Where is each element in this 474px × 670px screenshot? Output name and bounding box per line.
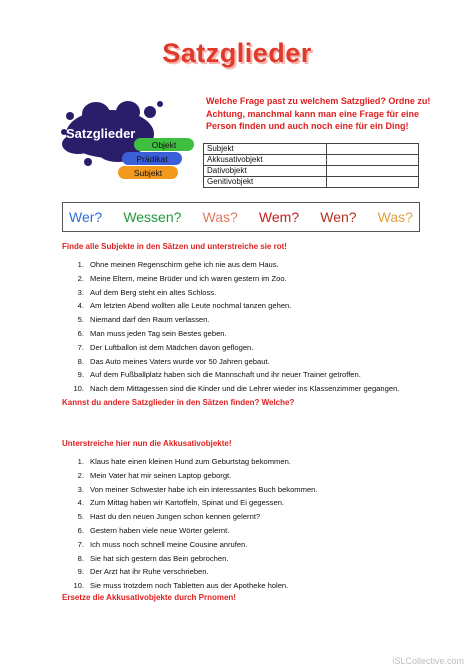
question-word: Was? bbox=[377, 209, 413, 225]
table-row bbox=[204, 177, 419, 188]
pill-subjekt bbox=[118, 166, 178, 179]
list-item: 2. Mein Vater hat mir seinen Laptop geborgt. bbox=[77, 470, 232, 480]
list-item: 5. Hast du den neuen Jungen schon kennen gelernt? bbox=[77, 512, 261, 522]
list-item: 9. Der Arzt hat ihr Ruhe verschrieben. bbox=[77, 567, 209, 577]
instruction-text bbox=[206, 95, 436, 133]
table-row bbox=[204, 166, 419, 177]
instruction-line: Person finden und auch noch eine für ein Ding! bbox=[206, 121, 409, 132]
table-label: Subjekt bbox=[204, 144, 327, 155]
list-item: 1. Klaus hate einen kleinen Hund zum Geburtstag bekommen. bbox=[77, 457, 291, 466]
list-item: 3. Von meiner Schwester habe ich ein interessantes Buch bekommen. bbox=[77, 484, 318, 494]
satzglieder-logo bbox=[58, 92, 208, 188]
table-label: Akkusativobjekt bbox=[204, 155, 327, 166]
section1-heading: Finde alle Subjekte in den Sätzen und unterstreiche sie rot! bbox=[62, 242, 287, 251]
final-task-heading: Ersetze die Akkusativobjekte durch Prnomen! bbox=[62, 593, 236, 602]
list-item: 10. Nach dem Mittagessen sind die Kinder und die Lehrer wieder ins Klassenzimmer gegangen. bbox=[73, 384, 400, 394]
svg-text:Objekt: Objekt bbox=[151, 140, 177, 150]
answer-cell[interactable] bbox=[327, 144, 419, 155]
svg-text:Subjekt: Subjekt bbox=[133, 168, 163, 178]
question-word: Wen? bbox=[320, 209, 357, 225]
list-item: 2. Meine Eltern, meine Brüder und ich waren gestern im Zoo. bbox=[77, 273, 287, 283]
section2-list bbox=[62, 455, 452, 593]
list-item: 5. Niemand darf den Raum verlassen. bbox=[77, 315, 210, 325]
section1-list bbox=[62, 258, 452, 396]
list-item: 3. Auf dem Berg steht ein altes Schloss. bbox=[77, 287, 217, 297]
list-item: 10. Sie muss trotzdem noch Tabletten aus der Apotheke holen. bbox=[73, 581, 289, 591]
logo-word: Satzglieder bbox=[66, 126, 136, 141]
list-item: 1. Ohne meinen Regenschirm gehe ich nie aus dem Haus. bbox=[77, 260, 279, 269]
svg-text:Prädikat: Prädikat bbox=[136, 154, 168, 164]
table-row bbox=[204, 155, 419, 166]
answer-cell[interactable] bbox=[327, 155, 419, 166]
list-item: 6. Man muss jeden Tag sein Bestes geben. bbox=[77, 328, 227, 338]
table-label: Dativobjekt bbox=[204, 166, 327, 177]
question-word: Wer? bbox=[69, 209, 103, 225]
question2-heading: Kannst du andere Satzglieder in den Sätzen finden? Welche? bbox=[62, 398, 295, 407]
list-item: 4. Zum Mittag haben wir Kartoffeln, Spinat und Ei gegessen. bbox=[77, 498, 285, 508]
watermark: iSLCollective.com bbox=[392, 656, 464, 666]
table-row bbox=[204, 144, 419, 155]
list-item: 7. Der Luftballon ist dem Mädchen davon geflogen. bbox=[77, 342, 254, 352]
question-word: Wem? bbox=[258, 209, 300, 225]
pill-objekt bbox=[134, 138, 194, 151]
pill-praedikat bbox=[122, 152, 182, 165]
list-item: 6. Gestern haben viele neue Wörter gelernt. bbox=[77, 525, 230, 535]
question-words-box bbox=[62, 202, 420, 232]
list-item: 8. Sie hat sich gestern das Bein gebrochen. bbox=[77, 553, 229, 563]
question-word: Wessen? bbox=[123, 209, 182, 225]
instruction-line: Welche Frage past zu welchem Satzglied? Ordne zu! bbox=[206, 96, 431, 106]
list-item: 8. Das Auto meines Vaters wurde vor 50 Jahren gebaut. bbox=[77, 356, 270, 366]
section2-heading: Unterstreiche hier nun die Akkusativobjekte! bbox=[62, 439, 232, 448]
list-item: 7. Ich muss noch schnell meine Cousine anrufen. bbox=[77, 539, 248, 549]
table-label: Genitivobjekt bbox=[204, 177, 327, 188]
instruction-line: Achtung, manchmal kann man eine Frage für eine bbox=[206, 108, 420, 119]
answer-cell[interactable] bbox=[327, 166, 419, 177]
list-item: 9. Auf dem Fußballplatz haben sich die Mannschaft und ihr neuer Trainer getroffen. bbox=[77, 370, 361, 380]
answer-cell[interactable] bbox=[327, 177, 419, 188]
matching-table bbox=[203, 143, 419, 188]
question-word: Was? bbox=[202, 209, 238, 225]
list-item: 4. Am letzten Abend wollten alle Leute nochmal tanzen gehen. bbox=[77, 301, 292, 311]
page-title: Satzglieder bbox=[162, 38, 312, 68]
